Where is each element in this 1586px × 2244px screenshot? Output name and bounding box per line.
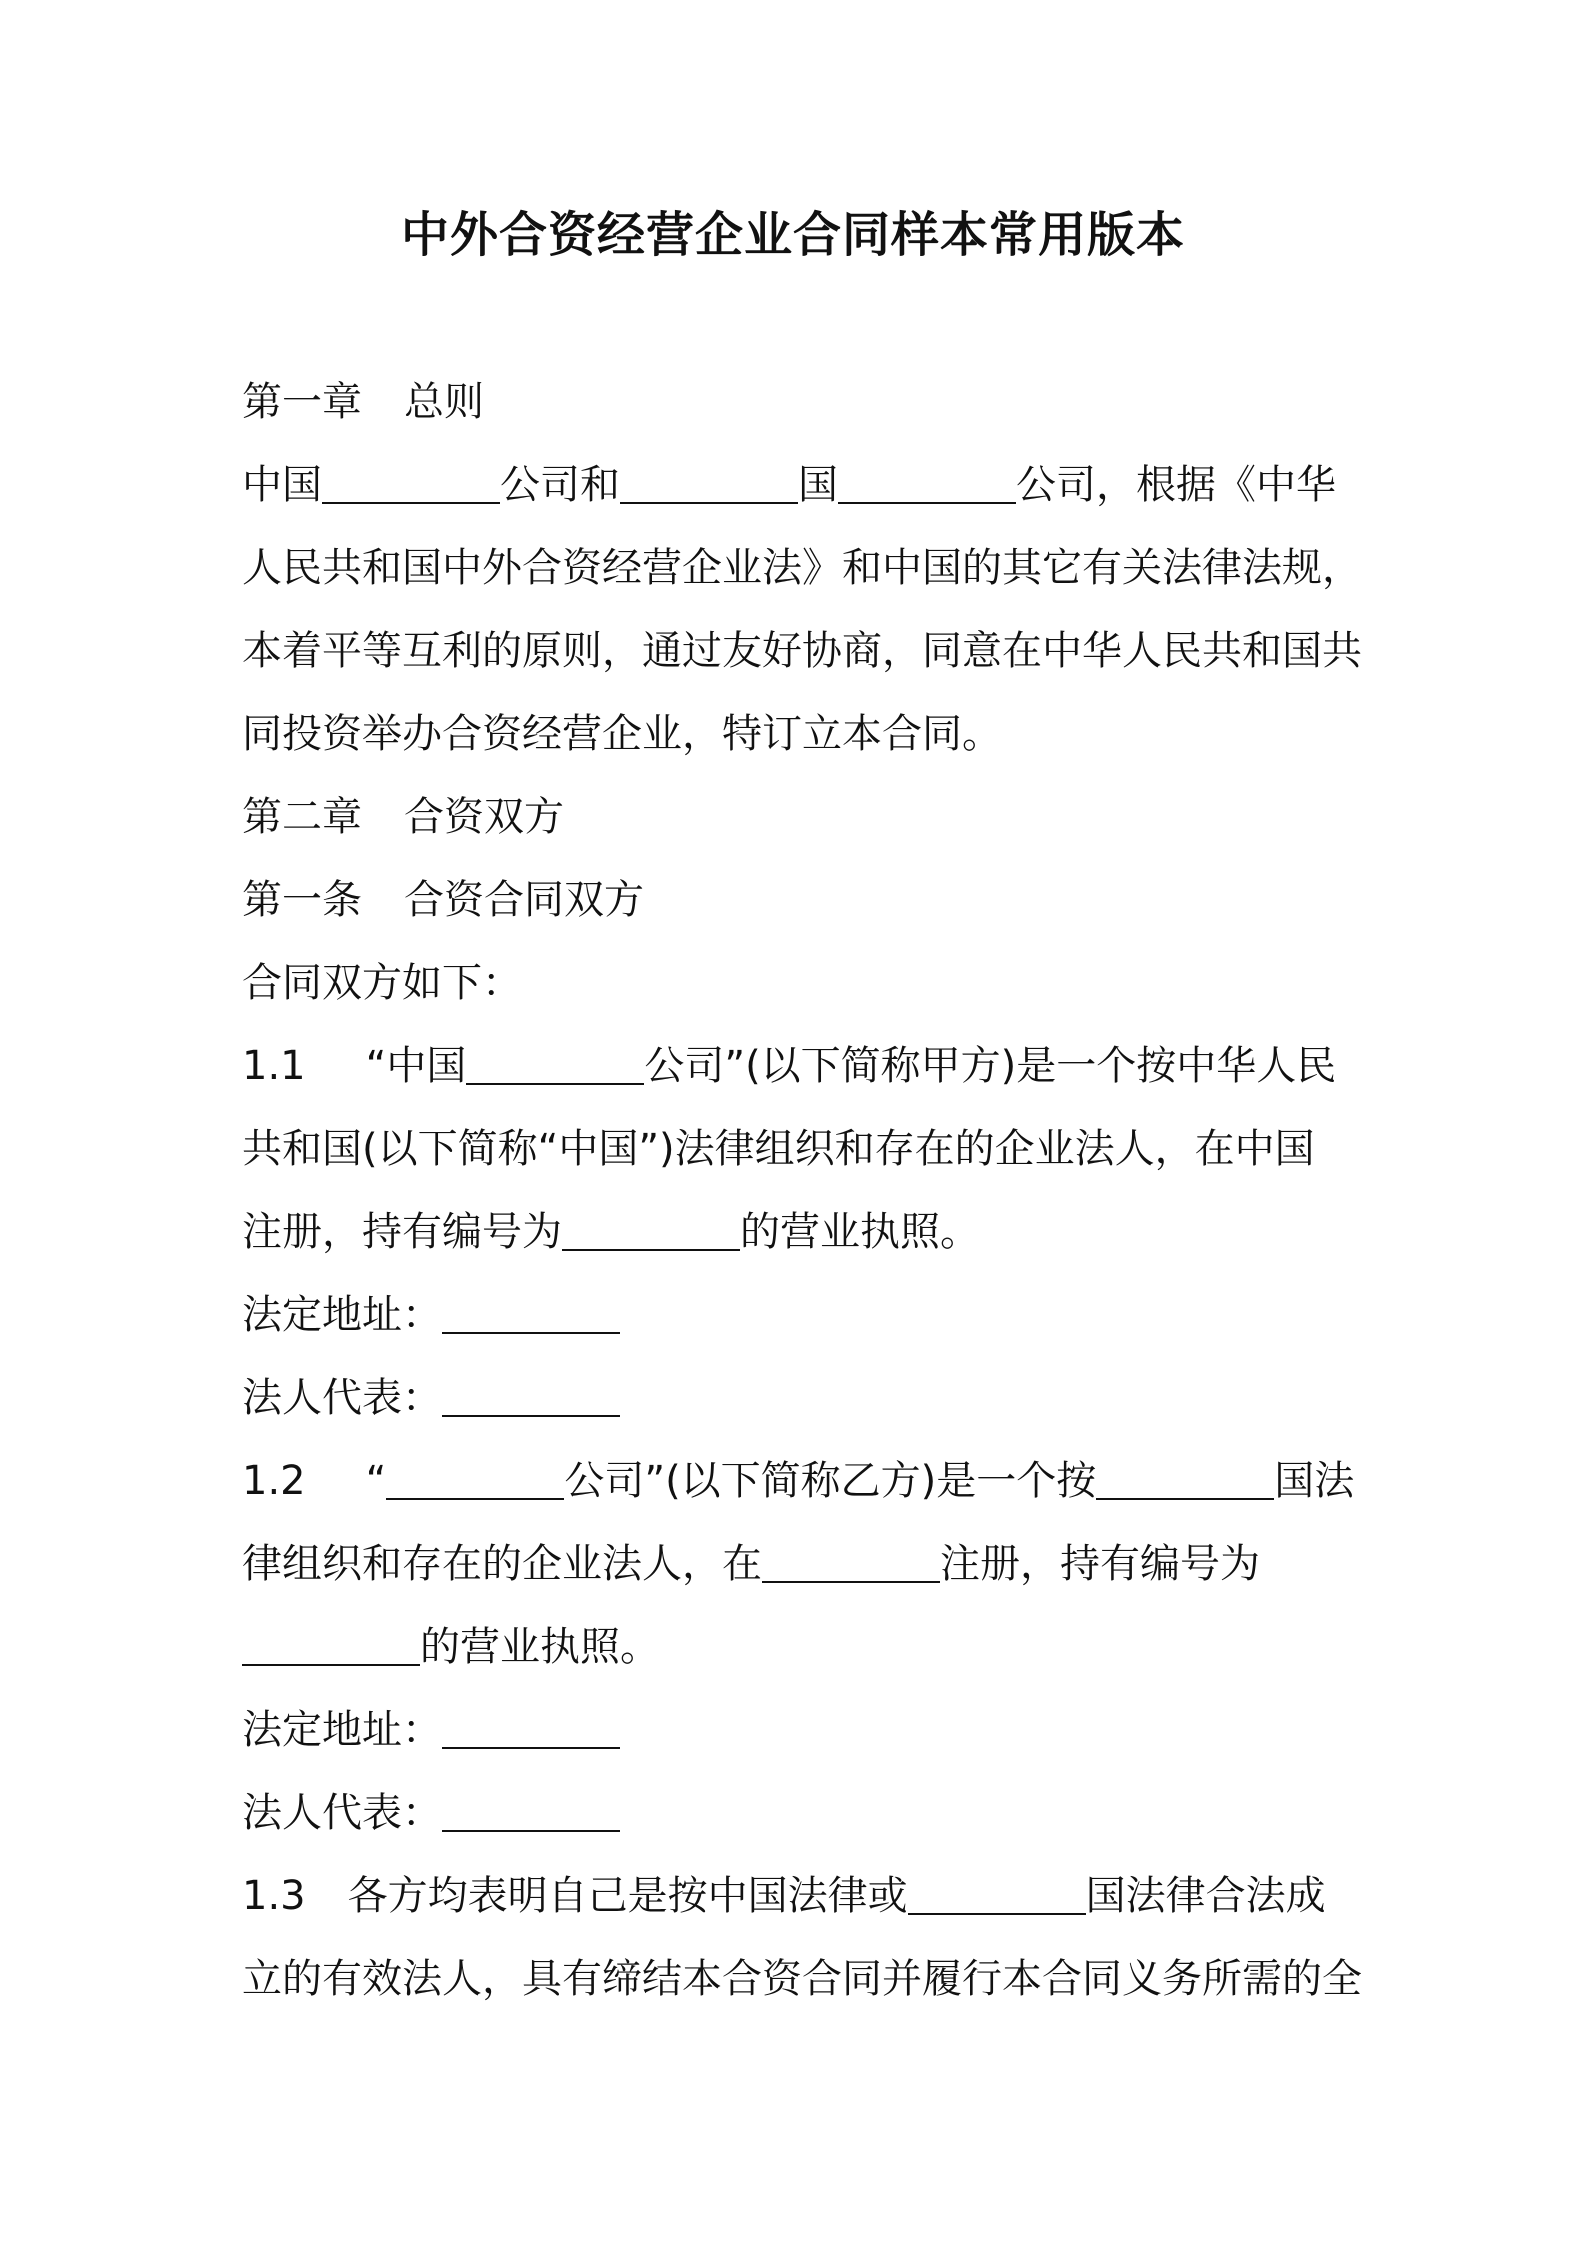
paragraph-line: 人民共和国中外合资经营企业法》和中国的其它有关法律法规， (242, 545, 1362, 591)
field-line (242, 1368, 1362, 1428)
fill-in-blank (442, 1292, 620, 1334)
clause-number: 1.2 (242, 1458, 306, 1504)
clause-line: 1.2 “ 公司”(以下简称乙方)是一个按 国法 (242, 1458, 1355, 1504)
fill-in-blank (466, 1043, 644, 1085)
field-line (242, 1285, 1362, 1345)
field-label: 法定地址： (242, 1292, 442, 1338)
paragraph-line: 本着平等互利的原则，通过友好协商，同意在中华人民共和国共 (242, 628, 1362, 674)
paragraph-line: 中国 公司和 国 公司，根据《中华 (242, 462, 1336, 508)
field-line (242, 1783, 1362, 1843)
fill-in-blank (562, 1209, 740, 1251)
clause-line: 1.1 “中国 公司”(以下简称甲方)是一个按中华人民 (242, 1043, 1337, 1089)
chapter-name: 总则 (404, 379, 484, 425)
fill-in-blank (322, 462, 500, 504)
paragraph-line: 合同双方如下： (242, 960, 522, 1006)
fill-in-blank (442, 1707, 620, 1749)
field-label: 法定地址： (242, 1707, 442, 1753)
chapter-label: 第一章 (242, 379, 362, 425)
field-label: 法人代表： (242, 1790, 442, 1836)
chapter-heading: 第二章 合资双方 (242, 794, 564, 840)
field-label: 法人代表： (242, 1375, 442, 1421)
clause-line: 共和国(以下简称“中国”)法律组织和存在的企业法人，在中国 (242, 1126, 1315, 1172)
clause-line: 律组织和存在的企业法人，在 注册，持有编号为 (242, 1541, 1260, 1587)
fill-in-blank (762, 1541, 940, 1583)
fill-in-blank (908, 1873, 1086, 1915)
fill-in-blank (442, 1375, 620, 1417)
fill-in-blank (838, 462, 1016, 504)
paragraph-line: 同投资举办合资经营企业，特订立本合同。 (242, 711, 1002, 757)
fill-in-blank (1096, 1458, 1274, 1500)
chapter-heading (242, 372, 1362, 432)
clause-number: 1.1 (242, 1043, 306, 1089)
clause-line: 立的有效法人，具有缔结本合资合同并履行本合同义务所需的全 (242, 1956, 1362, 2002)
field-line (242, 1700, 1362, 1760)
clause-line: 注册，持有编号为 的营业执照。 (242, 1209, 980, 1255)
fill-in-blank (620, 462, 798, 504)
document-title: 中外合资经营企业合同样本常用版本 (400, 207, 1185, 263)
fill-in-blank (386, 1458, 564, 1500)
article-heading: 第一条 合资合同双方 (242, 877, 644, 923)
fill-in-blank (242, 1624, 420, 1666)
clause-number: 1.3 (242, 1873, 306, 1919)
clause-line: 的营业执照。 (242, 1617, 1362, 1677)
clause-line: 1.3 各方均表明自己是按中国法律或 国法律合法成 (242, 1873, 1326, 1919)
fill-in-blank (442, 1790, 620, 1832)
